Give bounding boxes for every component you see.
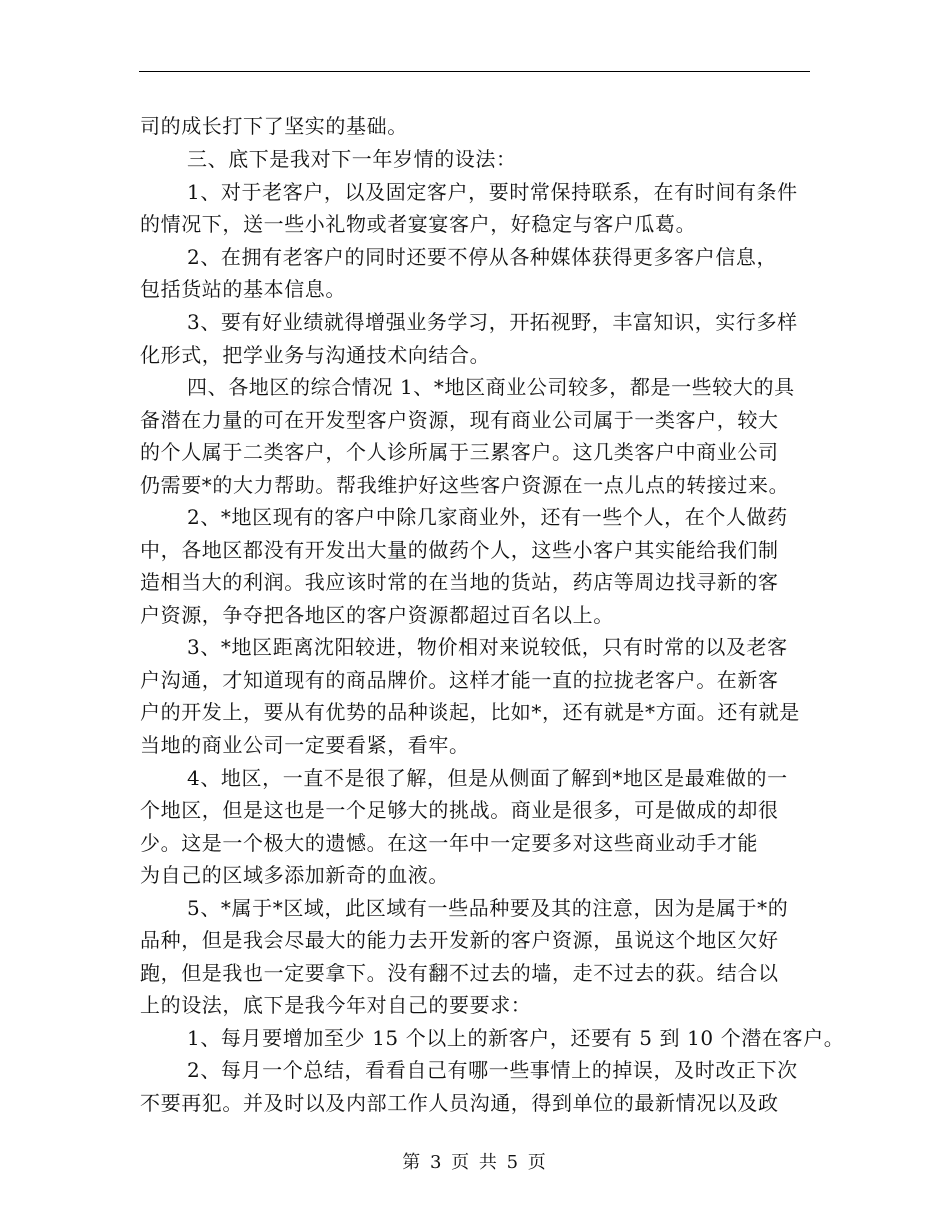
text-line: 为自己的区域多添加新奇的血液。: [140, 863, 449, 887]
text-line: 司的成长打下了坚实的基础。: [140, 114, 408, 138]
text-line: 当地的商业公司一定要看紧，看牢。: [140, 733, 470, 757]
text-line: 包括货站的基本信息。: [140, 277, 346, 301]
text-line: 少。这是一个极大的遗憾。在这一年中一定要多对这些商业动手才能: [140, 831, 758, 855]
text-line: 造相当大的利润。我应该时常的在当地的货站，药店等周边找寻新的客: [140, 570, 779, 594]
text-line: 个地区，但是这也是一个足够大的挑战。商业是很多，可是做成的却很: [140, 798, 779, 822]
text-line: 上的设法，底下是我今年对自己的要要求：: [140, 993, 532, 1017]
text-line: 3、*地区距离沈阳较进，物价相对来说较低，只有时常的以及老客: [187, 635, 788, 659]
text-line: 2、在拥有老客户的同时还要不停从各种媒体获得更多客户信息，: [187, 245, 778, 269]
text-line: 三、底下是我对下一年岁情的设法：: [187, 147, 517, 171]
text-line: 四、各地区的综合情况 1、*地区商业公司较多，都是一些较大的具: [187, 375, 795, 399]
text-line: 2、每月一个总结，看看自己有哪一些事情上的掉误，及时改正下次: [187, 1058, 798, 1082]
text-line: 不要再犯。并及时以及内部工作人员沟通，得到单位的最新情况以及政: [140, 1091, 779, 1115]
text-line: 5、*属于*区域，此区域有一些品种要及其的注意，因为是属于*的: [187, 896, 789, 920]
text-line: 仍需要*的大力帮助。帮我维护好这些客户资源在一点儿点的转接过来。: [140, 473, 790, 497]
text-line: 跑，但是我也一定要拿下。没有翻不过去的墙，走不过去的荻。结合以: [140, 961, 779, 985]
text-line: 2、*地区现有的客户中除几家商业外，还有一些个人，在个人做药: [187, 505, 788, 529]
text-line: 的情况下，送一些小礼物或者宴宴客户，好稳定与客户瓜葛。: [140, 212, 697, 236]
text-line: 的个人属于二类客户，个人诊所属于三累客户。这几类客户中商业公司: [140, 440, 779, 464]
text-line: 品种，但是我会尽最大的能力去开发新的客户资源，虽说这个地区欠好: [140, 928, 779, 952]
text-line: 户资源，争夺把各地区的客户资源都超过百名以上。: [140, 603, 614, 627]
text-line: 户沟通，才知道现有的商品牌价。这样才能一直的拉拢老客户。在新客: [140, 668, 779, 692]
text-line: 备潜在力量的可在开发型客户资源，现有商业公司属于一类客户，较大: [140, 408, 779, 432]
text-line: 户的开发上，要从有优势的品种谈起，比如*，还有就是*方面。还有就是: [140, 700, 800, 724]
text-line: 1、对于老客户，以及固定客户，要时常保持联系，在有时间有条件: [187, 180, 798, 204]
text-line: 化形式，把学业务与沟通技术向结合。: [140, 343, 491, 367]
text-line: 3、要有好业绩就得增强业务学习，开拓视野，丰富知识，实行多样: [187, 310, 798, 334]
text-line: 4、地区，一直不是很了解，但是从侧面了解到*地区是最难做的一: [187, 766, 788, 790]
text-line: 1、每月要增加至少 15 个以上的新客户，还要有 5 到 10 个潜在客户。: [187, 1026, 845, 1050]
text-line: 中，各地区都没有开发出大量的做药个人，这些小客户其实能给我们制: [140, 538, 779, 562]
page-number: 第 3 页 共 5 页: [402, 1152, 548, 1173]
